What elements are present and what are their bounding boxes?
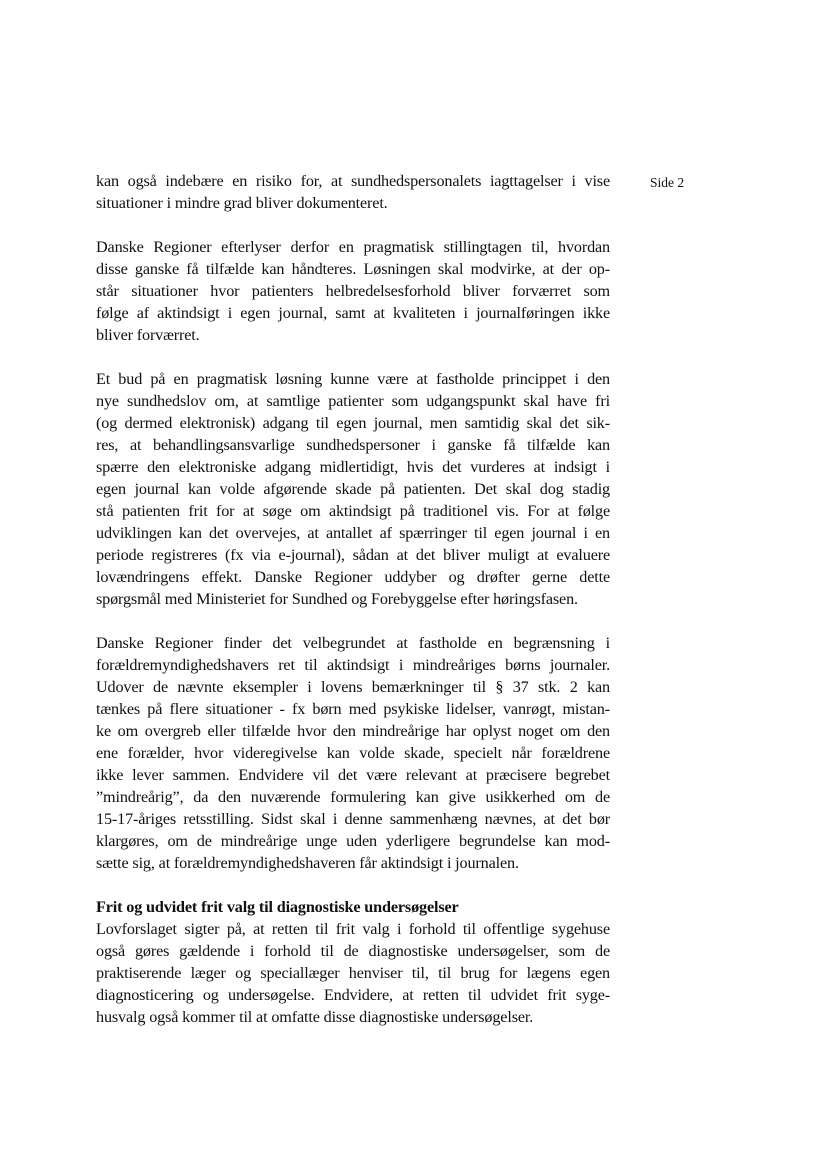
paragraph-line: spørgsmål med Ministeriet for Sundhed og Forebyggelse efter høringsfasen. xyxy=(96,590,578,608)
paragraph-line: følge af aktindsigt i egen journal, samt at kvaliteten i journalføringen ikke xyxy=(96,304,610,322)
paragraph-line: klargøres, om de mindreårige unge uden yderligere begrundelse kan mod- xyxy=(96,832,610,850)
section-line: praktiserende læger og speciallæger henviser til, til brug for lægens egen xyxy=(96,964,610,982)
paragraph-line: Udover de nævnte eksempler i lovens bemærkninger til § 37 stk. 2 kan xyxy=(96,678,610,696)
paragraph-line: bliver forværret. xyxy=(96,326,200,344)
paragraph-4 xyxy=(96,632,610,874)
section-heading: Frit og udvidet frit valg til diagnostiske undersøgelser xyxy=(96,898,459,916)
paragraph-line: ke om overgreb eller tilfælde hvor den mindreårige har oplyst noget om den xyxy=(96,722,610,740)
section-line: husvalg også kommer til at omfatte disse diagnostiske undersøgelser. xyxy=(96,1008,534,1026)
paragraph-line: res, at behandlingsansvarlige sundhedspersoner i ganske få tilfælde kan xyxy=(96,436,610,454)
paragraph-line: nye sundhedslov om, at samtlige patienter som udgangspunkt skal have fri xyxy=(96,392,610,410)
paragraph-2 xyxy=(96,236,610,346)
section-diagnostic-examinations xyxy=(96,896,610,1028)
paragraph-line: tænkes på flere situationer - fx børn med psykiske lidelser, vanrøgt, mistan- xyxy=(96,700,610,718)
paragraph-line: situationer i mindre grad bliver dokumenteret. xyxy=(96,194,388,212)
section-line: også gøres gældende i forhold til de diagnostiske undersøgelser, som de xyxy=(96,942,610,960)
paragraph-line: lovændringens effekt. Danske Regioner uddyber og drøfter gerne dette xyxy=(96,568,610,586)
paragraph-line: stå patienten frit for at søge om aktindsigt på traditionel vis. For at følge xyxy=(96,502,610,520)
paragraph-line: egen journal kan volde afgørende skade på patienten. Det skal dog stadig xyxy=(96,480,610,498)
paragraph-line: ”mindreårig”, da den nuværende formulering kan give usikkerhed om de xyxy=(96,788,610,806)
paragraph-line: 15-17-åriges retsstilling. Sidst skal i denne sammenhæng nævnes, at det bør xyxy=(96,810,610,828)
paragraph-line: spærre den elektroniske adgang midlertidigt, hvis det vurderes at indsigt i xyxy=(96,458,610,476)
paragraph-line: (og dermed elektronisk) adgang til egen journal, men samtidig skal det sik- xyxy=(96,414,610,432)
document-body xyxy=(96,170,610,1028)
paragraph-line: Danske Regioner finder det velbegrundet at fastholde en begrænsning i xyxy=(96,634,610,652)
paragraph-3 xyxy=(96,368,610,610)
paragraph-line: Et bud på en pragmatisk løsning kunne være at fastholde princippet i den xyxy=(96,370,610,388)
paragraph-line: kan også indebære en risiko for, at sundhedspersonalets iagttagelser i vise xyxy=(96,172,610,190)
paragraph-line: disse ganske få tilfælde kan håndteres. Løsningen skal modvirke, at der op- xyxy=(96,260,610,278)
section-line: Lovforslaget sigter på, at retten til frit valg i forhold til offentlige sygehuse xyxy=(96,920,610,938)
paragraph-line: sætte sig, at forældremyndighedshaveren får aktindsigt i journalen. xyxy=(96,854,519,872)
paragraph-line: ikke lever sammen. Endvidere vil det være relevant at præcisere begrebet xyxy=(96,766,610,784)
paragraph-1 xyxy=(96,170,610,214)
section-line: diagnosticering og undersøgelse. Endvidere, at retten til udvidet frit syge- xyxy=(96,986,610,1004)
paragraph-line: forældremyndighedshavers ret til aktindsigt i mindreåriges børns journaler. xyxy=(96,656,610,674)
paragraph-line: udviklingen kan det overvejes, at antallet af spærringer til egen journal i en xyxy=(96,524,610,542)
paragraph-line: står situationer hvor patienters helbredelsesforhold bliver forværret som xyxy=(96,282,610,300)
paragraph-line: Danske Regioner efterlyser derfor en pragmatisk stillingtagen til, hvordan xyxy=(96,238,610,256)
paragraph-line: ene forælder, hvor videregivelse kan volde skade, specielt når forældrene xyxy=(96,744,610,762)
paragraph-line: periode registreres (fx via e-journal), sådan at det bliver muligt at evaluere xyxy=(96,546,610,564)
page-number: Side 2 xyxy=(650,175,685,190)
